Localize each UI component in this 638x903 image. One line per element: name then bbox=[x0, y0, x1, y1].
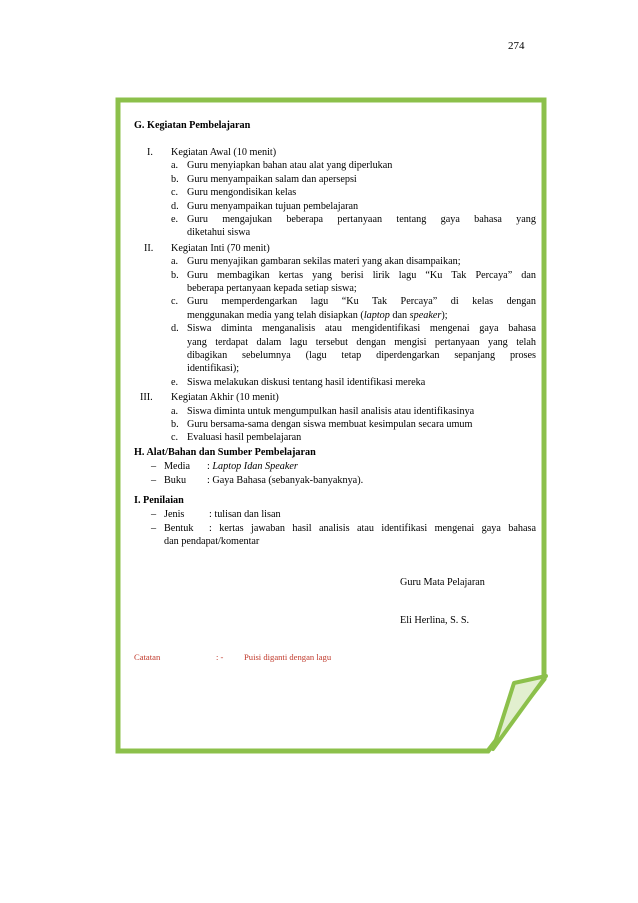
row-value bbox=[207, 460, 298, 473]
part-heading: Kegiatan Akhir (10 menit) bbox=[171, 392, 279, 404]
item-line: menggunakan media yang telah disiapkan (laptop dan speaker); bbox=[187, 309, 448, 321]
section-g-title: G. Kegiatan Pembelajaran bbox=[134, 120, 251, 131]
row-value bbox=[207, 474, 363, 487]
page-number: 274 bbox=[508, 40, 525, 52]
item-line: Guru mengajukan beberapa pertanyaan tentang gaya bahasa yang bbox=[187, 214, 536, 225]
part-heading: Kegiatan Inti (70 menit) bbox=[171, 242, 270, 254]
item-line: dibagikan sebelumnya (lagu tetap diperdengarkan sepanjang proses bbox=[187, 350, 536, 361]
item-letter: a. bbox=[171, 405, 179, 417]
item-letter: a. bbox=[171, 160, 179, 172]
item-letter: d. bbox=[171, 323, 179, 335]
part-heading: Kegiatan Awal (10 menit) bbox=[171, 147, 277, 158]
item-letter: c. bbox=[171, 187, 179, 199]
item-letter: c. bbox=[171, 432, 179, 444]
part-numeral: I. bbox=[147, 147, 153, 158]
section-h-title: H. Alat/Bahan dan Sumber Pembelajaran bbox=[134, 447, 316, 458]
row-value: : tulisan dan lisan bbox=[209, 509, 281, 521]
row-label: Media bbox=[164, 461, 191, 473]
item-line: Guru memperdengarkan lagu “Ku Tak Percaya” di kelas dengan bbox=[187, 296, 536, 308]
item-line: Siswa melakukan diskusi tentang hasil identifikasi mereka bbox=[187, 376, 426, 388]
section-i-title: I. Penilaian bbox=[134, 495, 184, 506]
item-line: Siswa diminta untuk mengumpulkan hasil analisis atau identifikasinya bbox=[187, 405, 475, 417]
item-letter: e. bbox=[171, 214, 179, 225]
note-separator: : - bbox=[216, 652, 224, 662]
item-letter: b. bbox=[171, 173, 179, 185]
item-letter: e. bbox=[171, 376, 179, 388]
item-letter: b. bbox=[171, 269, 179, 281]
item-line: beberapa pertanyaan kepada setiap siswa; bbox=[187, 283, 357, 294]
item-letter: a. bbox=[171, 256, 179, 268]
item-line: Guru mengondisikan kelas bbox=[187, 187, 297, 199]
item-line: Guru membagikan kertas yang berisi lirik lagu “Ku Tak Percaya” dan bbox=[187, 269, 536, 281]
signature-name: Eli Herlina, S. S. bbox=[400, 615, 470, 626]
part-numeral: II. bbox=[144, 242, 154, 254]
row-value: : kertas jawaban hasil analisis atau identifikasi mengenai gaya bahasa bbox=[209, 522, 536, 534]
item-line: Guru menyajikan gambaran sekilas materi yang akan disampaikan; bbox=[187, 256, 461, 268]
row-label: Bentuk bbox=[164, 522, 194, 534]
item-line: Guru menyampaikan salam dan apersepsi bbox=[187, 173, 357, 185]
note-text: Puisi diganti dengan lagu bbox=[244, 652, 332, 662]
row-value-italic: Laptop Idan Speaker bbox=[212, 461, 298, 473]
row-label: Buku bbox=[164, 474, 187, 486]
row-label: Jenis bbox=[164, 509, 185, 521]
signature-role: Guru Mata Pelajaran bbox=[400, 577, 485, 588]
item-line: Guru menyampaikan tujuan pembelajaran bbox=[187, 200, 359, 212]
part-numeral: III. bbox=[140, 392, 153, 404]
item-letter: c. bbox=[171, 296, 179, 308]
item-line: Guru menyiapkan bahan atau alat yang diperlukan bbox=[187, 160, 393, 172]
item-letter: b. bbox=[171, 419, 179, 430]
item-line: Siswa diminta menganalisis atau mengidentifikasi mengenai gaya bahasa bbox=[187, 323, 536, 335]
item-line: Evaluasi hasil pembelajaran bbox=[187, 432, 302, 444]
row-value-text: : bbox=[207, 461, 213, 473]
item-line: Guru bersama-sama dengan siswa membuat kesimpulan secara umum bbox=[187, 419, 473, 430]
dash: – bbox=[151, 509, 157, 521]
dash: – bbox=[151, 461, 157, 473]
row-value-cont: dan pendapat/komentar bbox=[164, 536, 260, 548]
item-line: diketahui siswa bbox=[187, 227, 251, 239]
note-label: Catatan bbox=[134, 652, 161, 662]
item-letter: d. bbox=[171, 200, 179, 212]
dash: – bbox=[151, 474, 157, 486]
dash: – bbox=[151, 522, 157, 534]
row-value-text: : Gaya Bahasa (sebanyak-banyaknya). bbox=[207, 474, 364, 486]
item-line: yang terdapat dalam lagu tersebut dengan mengisi pertanyaan yang telah bbox=[187, 336, 536, 348]
item-line: identifikasi); bbox=[187, 363, 240, 375]
